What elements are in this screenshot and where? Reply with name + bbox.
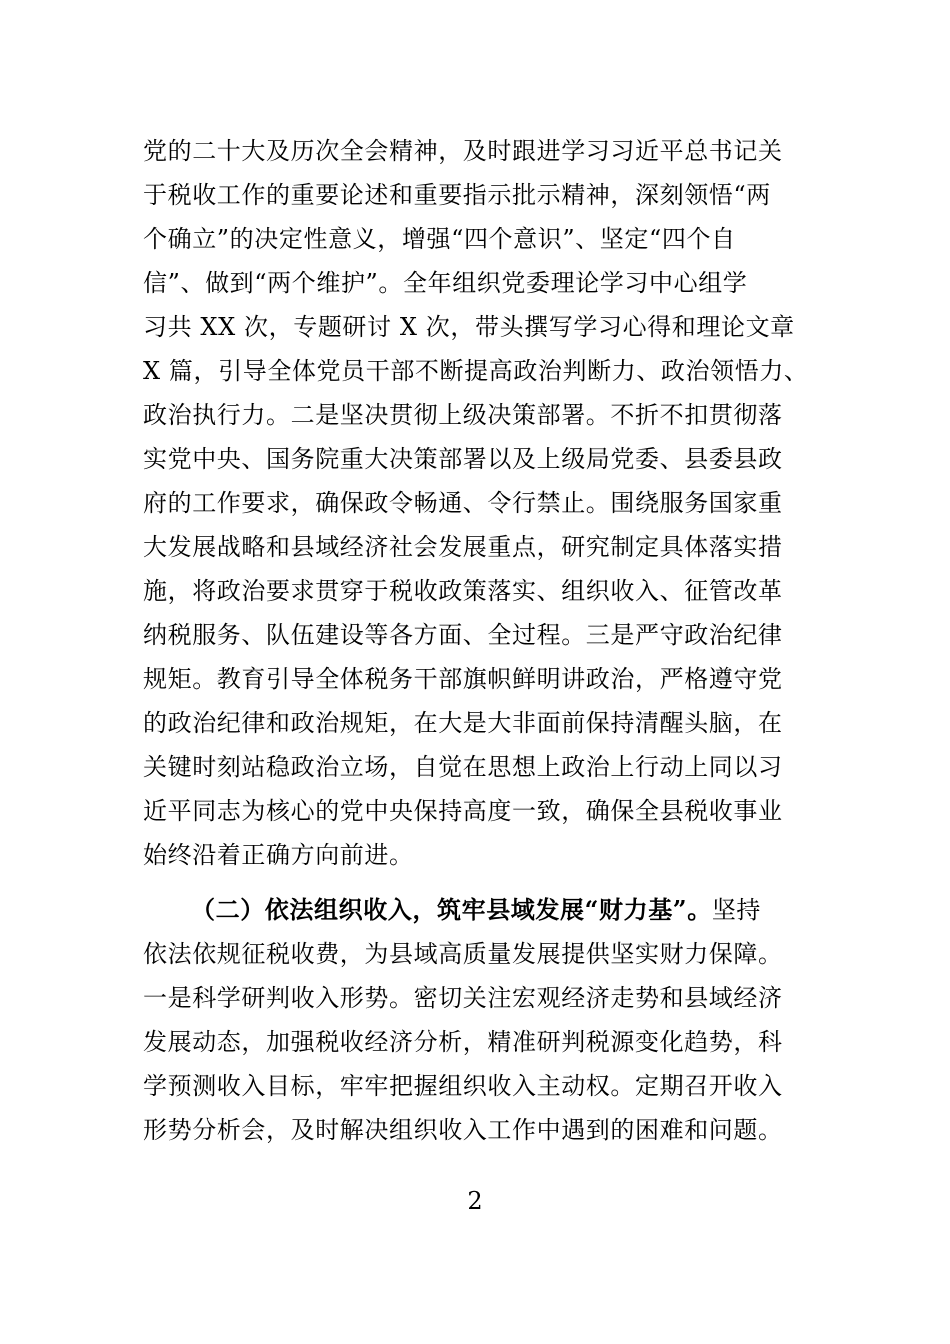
text-line: X 篇，引导全体党员干部不断提高政治判断力、政治领悟力、 [143, 357, 809, 385]
text-line: 大发展战略和县域经济社会发展重点，研究制定具体落实措 [143, 533, 783, 561]
text-line: 党的二十大及历次全会精神，及时跟进学习习近平总书记关 [143, 137, 783, 165]
text-line: 学预测收入目标，牢牢把握组织收入主动权。定期召开收入 [143, 1072, 783, 1100]
text-line: 依法依规征税收费，为县域高质量发展提供坚实财力保障。 [143, 940, 783, 968]
text-line: 信”、做到“两个维护”。全年组织党委理论学习中心组学 [143, 269, 748, 297]
text-line: 一是科学研判收入形势。密切关注宏观经济走势和县域经济 [143, 984, 783, 1012]
page-number: 2 [467, 1187, 483, 1215]
text-line: 始终沿着正确方向前进。 [143, 841, 414, 869]
text-line: 近平同志为核心的党中央保持高度一致，确保全县税收事业 [143, 797, 783, 825]
text-line: 的政治纪律和政治规矩，在大是大非面前保持清醒头脑，在 [143, 709, 783, 737]
text-line: 于税收工作的重要论述和重要指示批示精神，深刻领悟“两 [143, 181, 771, 209]
text-line: 施，将政治要求贯穿于税收政策落实、组织收入、征管改革 [143, 577, 783, 605]
text-line: 规矩。教育引导全体税务干部旗帜鲜明讲政治，严格遵守党 [143, 665, 783, 693]
section-heading-line [191, 895, 871, 925]
text-line: 形势分析会，及时解决组织收入工作中遇到的困难和问题。 [143, 1116, 783, 1144]
text-line: 府的工作要求，确保政令畅通、令行禁止。围绕服务国家重 [143, 489, 783, 517]
text-line: 关键时刻站稳政治立场，自觉在思想上政治上行动上同以习 [143, 753, 783, 781]
text-line: 发展动态，加强税收经济分析，精准研判税源变化趋势，科 [143, 1028, 783, 1056]
text-line: 习共 XX 次，专题研讨 X 次，带头撰写学习心得和理论文章 [143, 313, 795, 341]
text-line: 个确立”的决定性意义，增强“四个意识”、坚定“四个自 [143, 225, 736, 253]
heading-line-continuation: 坚持 [711, 896, 762, 924]
section-heading: （二）依法组织收入，筑牢县域发展“财力基”。 [191, 895, 712, 924]
text-line: 纳税服务、队伍建设等各方面、全过程。三是严守政治纪律 [143, 621, 783, 649]
text-line: 政治执行力。二是坚决贯彻上级决策部署。不折不扣贯彻落 [143, 401, 783, 429]
text-line: 实党中央、国务院重大决策部署以及上级局党委、县委县政 [143, 445, 783, 473]
